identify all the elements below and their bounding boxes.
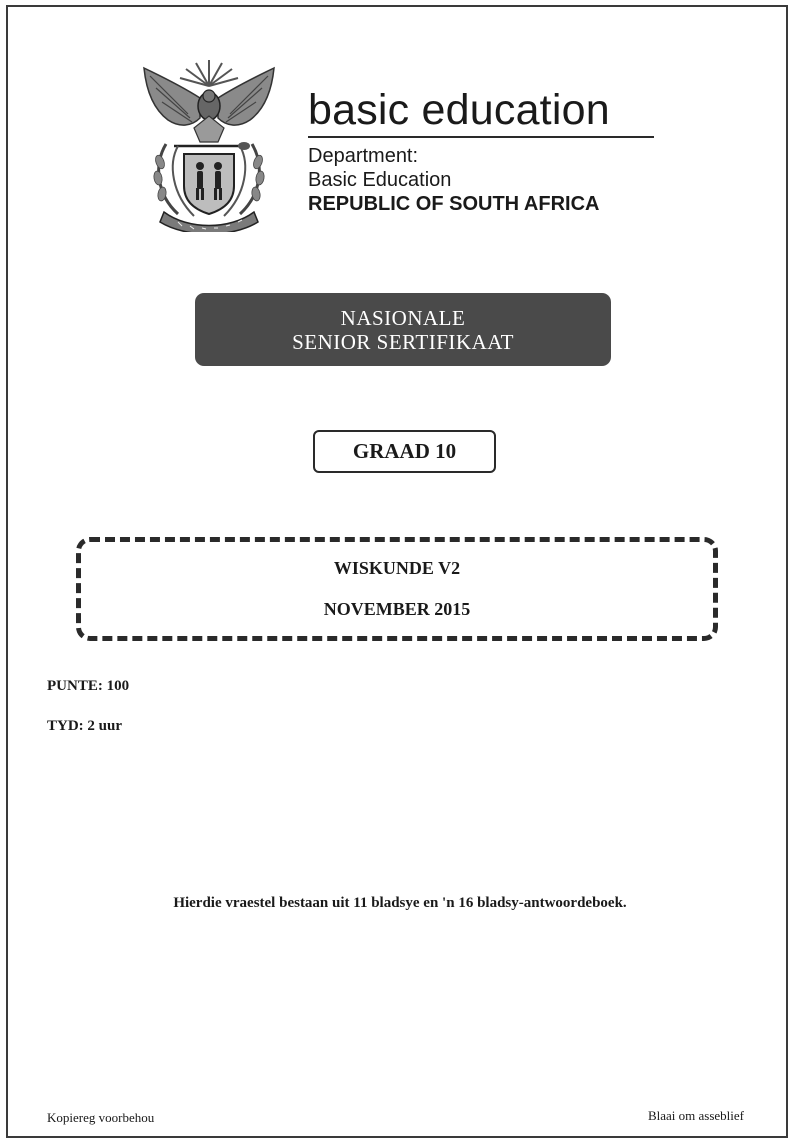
department-header <box>308 86 654 216</box>
marks-info: PUNTE: 100 <box>47 678 130 694</box>
copyright-footer: Kopiereg voorbehou <box>47 1110 155 1125</box>
subject-title: WISKUNDE V2 <box>333 558 461 578</box>
exam-date: NOVEMBER 2015 <box>323 599 471 619</box>
time-info: TYD: 2 uur <box>47 718 123 734</box>
certificate-banner <box>195 293 611 366</box>
department-label: Department: <box>308 145 419 167</box>
coat-of-arms-icon <box>138 54 280 232</box>
department-name: Basic Education <box>308 169 452 191</box>
department-country: REPUBLIC OF SOUTH AFRICA <box>308 193 600 215</box>
grade-label: GRAAD 10 <box>313 430 496 473</box>
department-title: basic education <box>308 86 610 134</box>
subject-box <box>76 537 718 641</box>
turn-over-footer: Blaai om asseblief <box>647 1108 744 1123</box>
certificate-line-1: NASIONALE <box>340 306 466 330</box>
department-rule <box>308 136 654 138</box>
certificate-line-2: SENIOR SERTIFIKAAT <box>292 330 514 354</box>
pages-note: Hierdie vraestel bestaan uit 11 bladsye en 'n 16 bladsy-antwoordeboek. <box>173 895 627 911</box>
